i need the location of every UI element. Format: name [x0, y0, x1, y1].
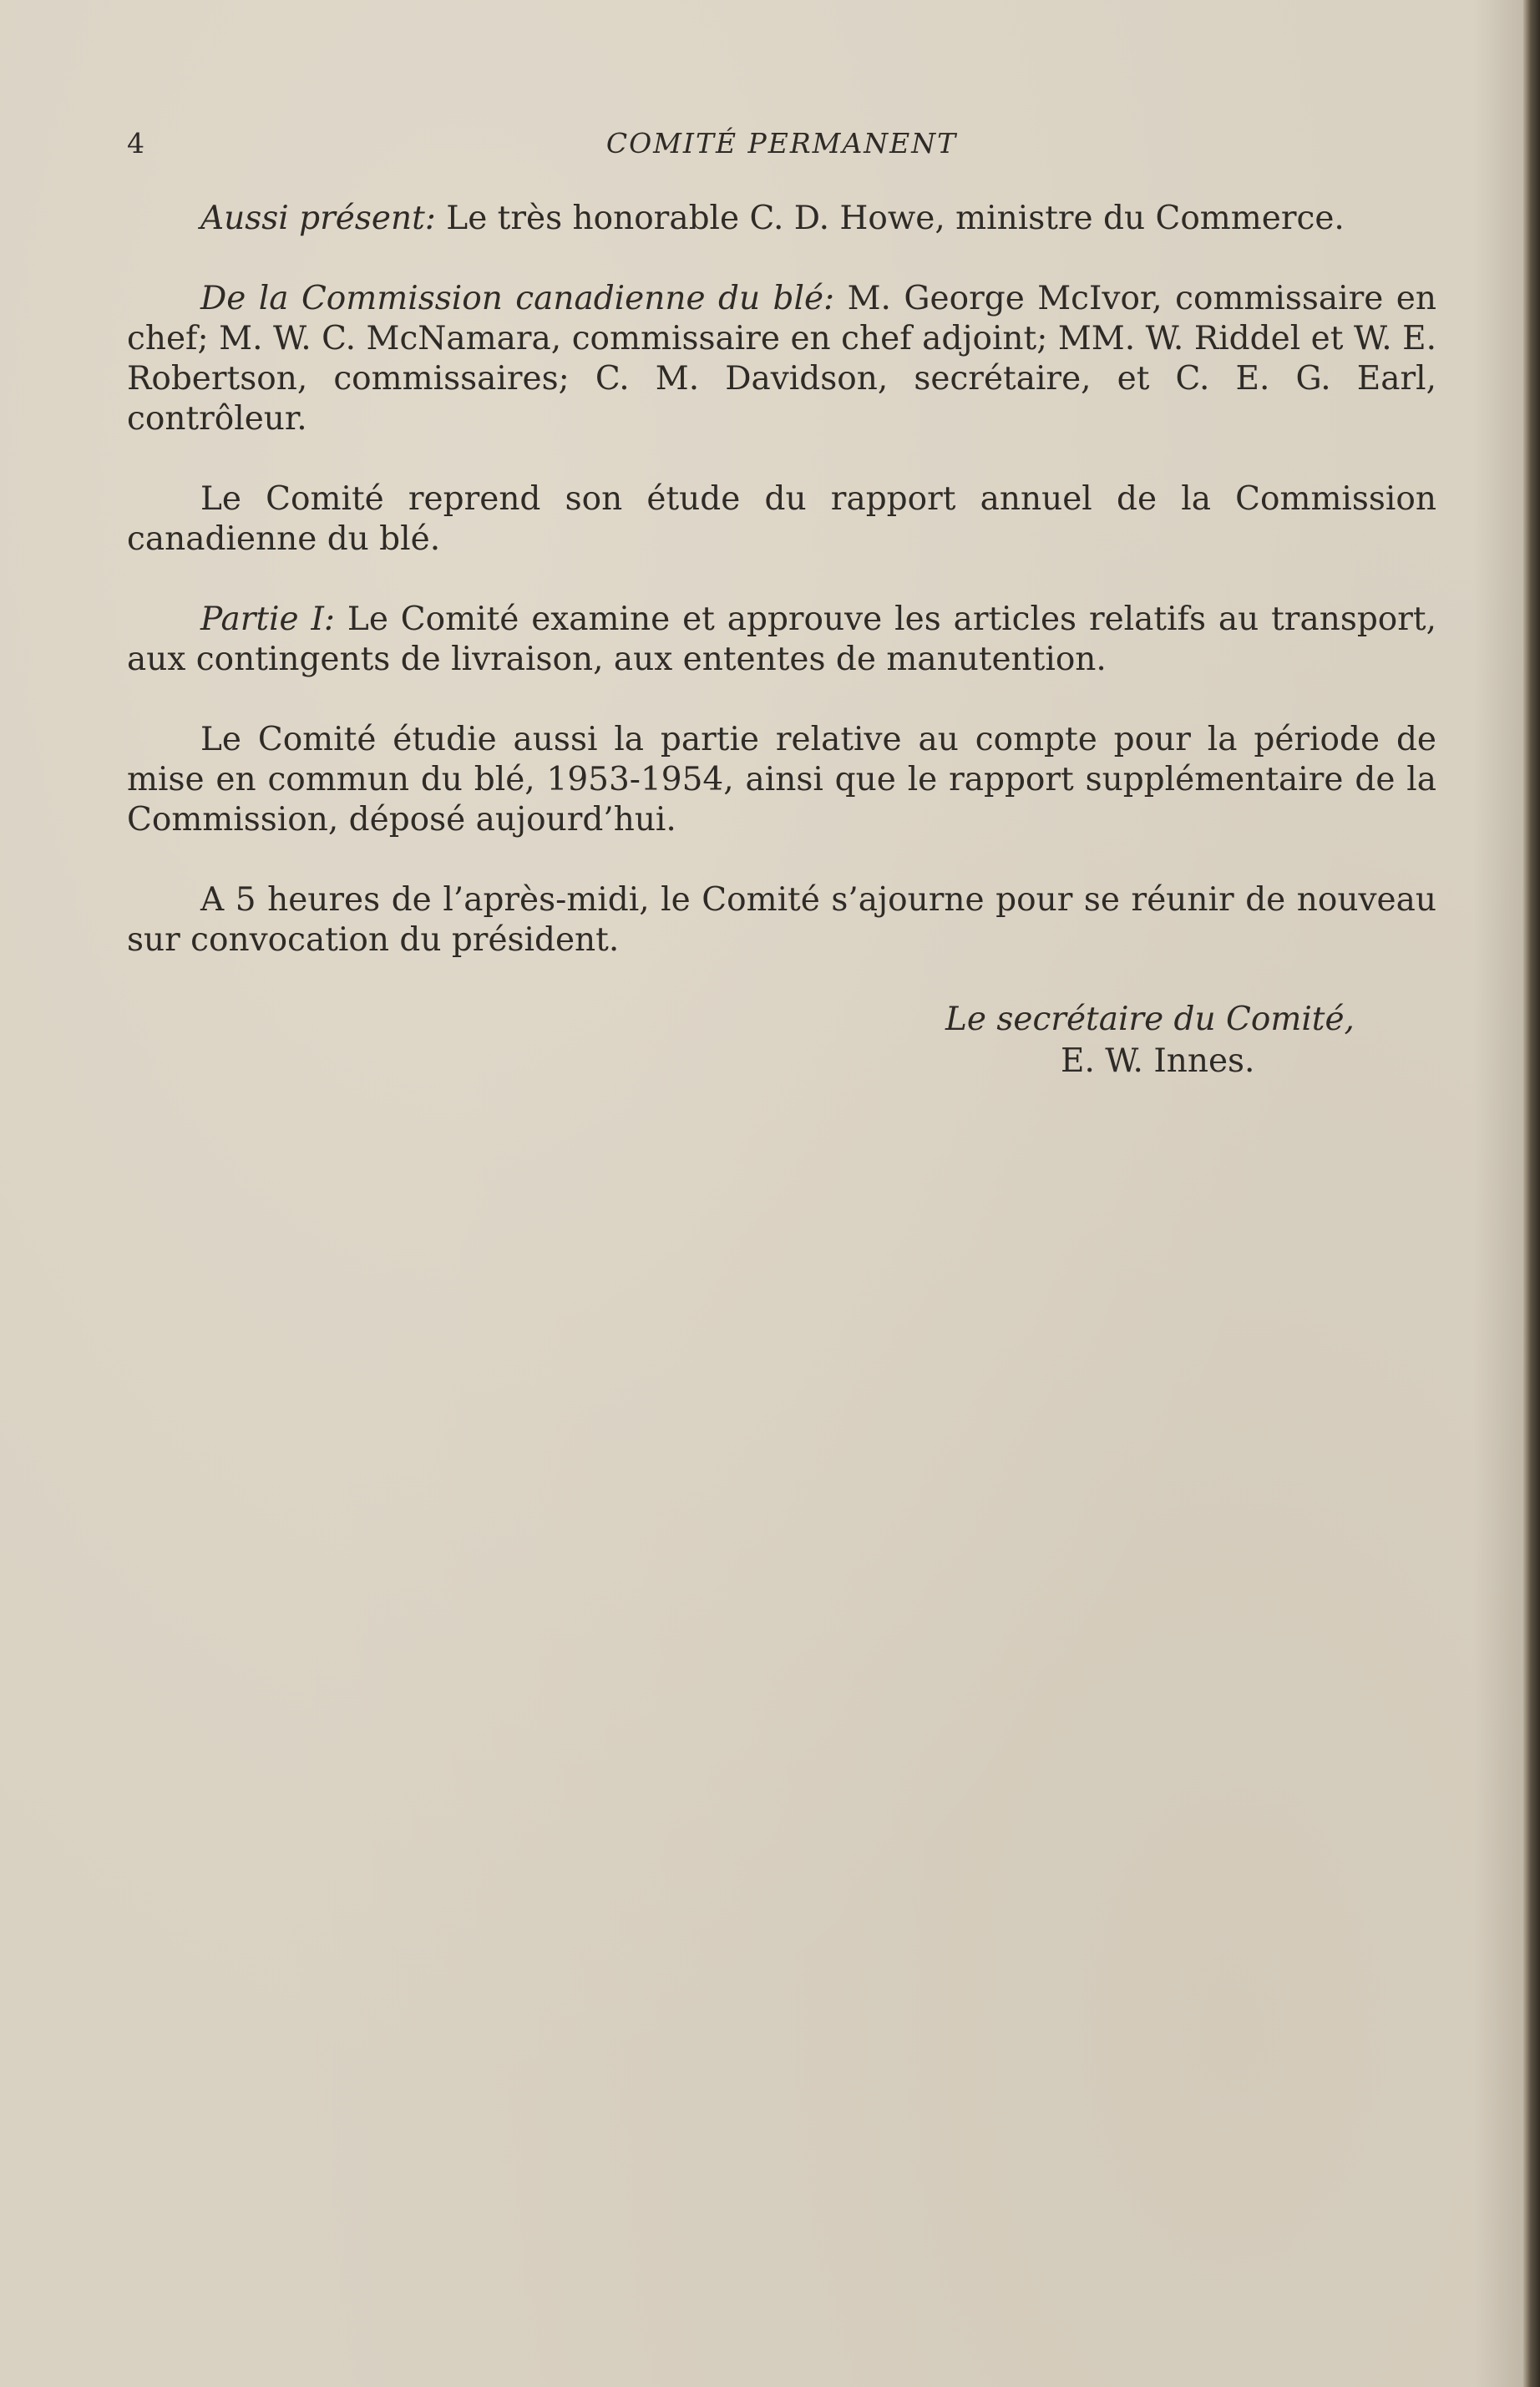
paragraph-commission-members [127, 279, 1436, 439]
paragraph-adjournment [127, 880, 1436, 960]
paragraph-lead: Aussi présent: [200, 200, 436, 237]
paragraph-text: Le très honorable C. D. Howe, ministre du Commerce. [435, 200, 1345, 237]
page-edge [1523, 0, 1540, 2387]
paragraph-text: A 5 heures de l’après-midi, le Comité s’ajourne pour se réunir de nouveau sur convocation du président. [127, 881, 1436, 959]
page-header [127, 127, 1436, 169]
signature-block [945, 999, 1363, 1082]
paragraph-text: Le Comité examine et approuve les articles relatifs au transport, aux contingents de livraison, aux ententes de manutention. [127, 601, 1436, 678]
paragraph-text: Le Comité reprend son étude du rapport annuel de la Commission canadienne du blé. [127, 480, 1436, 558]
running-head: COMITÉ PERMANENT [605, 127, 958, 160]
paragraph-aussi-present [127, 199, 1436, 239]
paragraph-partie-i [127, 600, 1436, 680]
paragraph-lead: Partie I: [200, 601, 336, 638]
body-text [127, 199, 1436, 1001]
signature-title: Le secrétaire du Comité, [945, 1001, 1355, 1038]
paragraph-text: M. George McIvor, commissaire en chef; M. W. C. McNamara, commissaire en chef adjoint; MM. W. Riddel et W. E. Robertson, commissaires; C. M. Davidson, secrétaire, et C. E. G. Earl, contrôleur. [127, 280, 1436, 438]
paragraph-pool-account [127, 720, 1436, 840]
paragraph-text: Le Comité étudie aussi la partie relative au compte pour la période de mise en commun du blé, 1953-1954, ainsi que le rapport supplémentaire de la Commission, déposé aujourd’hui. [127, 721, 1436, 839]
paragraph-lead: De la Commission canadienne du blé: [200, 280, 835, 317]
page-number: 4 [127, 127, 144, 160]
page-edge-shadow [1473, 0, 1523, 2387]
paragraph-study-resumed [127, 479, 1436, 560]
signature-name: E. W. Innes. [1061, 1042, 1255, 1080]
